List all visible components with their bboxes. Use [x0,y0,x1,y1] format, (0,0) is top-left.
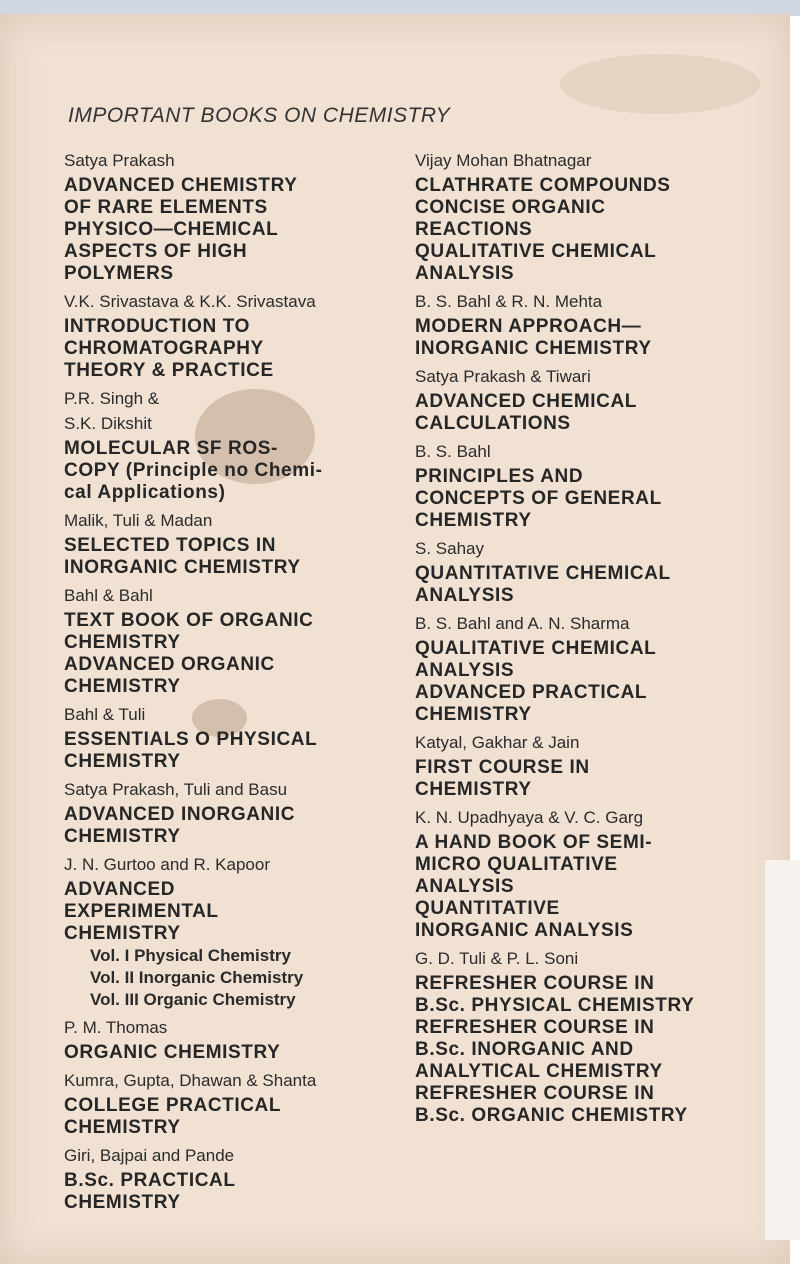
book-entry [64,585,394,698]
book-title-line: ADVANCED ORGANIC [64,654,275,675]
book-title-line: CHEMISTRY [415,779,532,800]
book-title-line: MICRO QUALITATIVE [415,854,618,875]
author-name: Kumra, Gupta, Dhawan & Shanta [64,1071,317,1090]
book-title-line: SELECTED TOPICS IN [64,535,277,556]
book-title-line: INORGANIC CHEMISTRY [415,338,652,359]
book-title-line: ADVANCED CHEMICAL [415,391,638,412]
book-title-line: CHEMISTRY [415,704,532,725]
book-title-line: FIRST COURSE IN [415,757,590,778]
book-title-line: INORGANIC ANALYSIS [415,920,634,941]
book-title-line: ORGANIC CHEMISTRY [64,1042,281,1063]
book-entry [415,732,755,801]
volume-list [64,945,394,1011]
author-name: P. M. Thomas [64,1018,168,1037]
book-title-line: REACTIONS [415,219,533,240]
author-name: B. S. Bahl & R. N. Mehta [415,292,603,311]
book-title-line: QUANTITATIVE CHEMICAL [415,563,671,584]
book-title-line: QUALITATIVE CHEMICAL [415,638,657,659]
book-title-line: TEXT BOOK OF ORGANIC [64,610,314,631]
book-entry [64,291,394,382]
author-name: Katyal, Gakhar & Jain [415,733,580,752]
book-title-line: ANALYTICAL CHEMISTRY [415,1061,663,1082]
book-title-line: REFRESHER COURSE IN [415,1083,655,1104]
book-entry [415,291,755,360]
book-title-line: QUALITATIVE CHEMICAL [415,241,657,262]
paper-edge-strip [765,860,800,1240]
book-title-line: B.Sc. ORGANIC CHEMISTRY [415,1105,688,1126]
book-title-line: QUANTITATIVE [415,898,560,919]
author-name: Satya Prakash, Tuli and Basu [64,780,288,799]
author-name: Satya Prakash [64,151,175,170]
book-entry [64,510,394,579]
book-title-line: COLLEGE PRACTICAL [64,1095,282,1116]
author-name: Bahl & Bahl [64,586,153,605]
book-entry [415,948,755,1127]
book-entry [64,1145,394,1214]
book-entry [64,779,394,848]
book-title-line: COPY (Principle no Chemi- [64,460,323,481]
stain-mark [560,54,760,114]
book-title-line: ADVANCED INORGANIC [64,804,296,825]
book-title-line: MOLECULAR SF ROS- [64,438,278,459]
book-entry [64,150,394,285]
book-title-line: A HAND BOOK OF SEMI- [415,832,653,853]
author-name: V.K. Srivastava & K.K. Srivastava [64,292,316,311]
book-title-line: CONCISE ORGANIC [415,197,606,218]
author-name: Malik, Tuli & Madan [64,511,213,530]
book-title-line: CHEMISTRY [64,923,181,944]
book-title-line: CHEMISTRY [64,1192,181,1213]
book-title-line: CHEMISTRY [64,632,181,653]
book-entry [64,704,394,773]
author-name: B. S. Bahl and A. N. Sharma [415,614,630,633]
book-entry [415,613,755,726]
left-book-column [64,150,394,1220]
book-entry [415,150,755,285]
book-title-line: CONCEPTS OF GENERAL [415,488,662,509]
book-entry [415,538,755,607]
book-title-line: CHEMISTRY [64,751,181,772]
book-entry [415,441,755,532]
author-name: P.R. Singh & [64,389,160,408]
book-title-line: MODERN APPROACH— [415,316,642,337]
volume-item: Vol. I Physical Chemistry [90,946,291,965]
book-entry [64,854,394,1011]
book-title-line: CLATHRATE COMPOUNDS [415,175,671,196]
book-title-line: ADVANCED CHEMISTRY [64,175,298,196]
volume-item: Vol. III Organic Chemistry [90,990,296,1009]
book-title-line: ANALYSIS [415,585,515,606]
book-title-line: INTRODUCTION TO [64,316,250,337]
book-title-line: ESSENTIALS O PHYSICAL [64,729,318,750]
page-title: IMPORTANT BOOKS ON CHEMISTRY [68,104,451,127]
volume-item: Vol. II Inorganic Chemistry [90,968,304,987]
right-book-column [415,150,755,1133]
book-title-line: ANALYSIS [415,876,515,897]
book-title-line: ANALYSIS [415,660,515,681]
book-entry [415,366,755,435]
book-title-line: CALCULATIONS [415,413,571,434]
book-title-line: CHROMATOGRAPHY [64,338,264,359]
book-entry [64,1017,394,1064]
book-title-line: B.Sc. PHYSICAL CHEMISTRY [415,995,695,1016]
book-entry [64,388,394,504]
book-title-line: CHEMISTRY [64,826,181,847]
book-title-line: ADVANCED PRACTICAL [415,682,648,703]
book-title-line: INORGANIC CHEMISTRY [64,557,301,578]
book-title-line: ADVANCED [64,879,176,900]
author-name: J. N. Gurtoo and R. Kapoor [64,855,270,874]
book-title-line: REFRESHER COURSE IN [415,1017,655,1038]
author-name: B. S. Bahl [415,442,491,461]
author-name: S.K. Dikshit [64,414,152,433]
book-title-line: cal Applications) [64,482,226,503]
book-title-line: POLYMERS [64,263,174,284]
book-title-line: B.Sc. INORGANIC AND [415,1039,634,1060]
author-name: G. D. Tuli & P. L. Soni [415,949,579,968]
book-title-line: PRINCIPLES AND [415,466,584,487]
author-name: K. N. Upadhyaya & V. C. Garg [415,808,644,827]
book-title-line: ANALYSIS [415,263,515,284]
book-title-line: CHEMISTRY [64,676,181,697]
book-title-line: CHEMISTRY [64,1117,181,1138]
book-title-line: REFRESHER COURSE IN [415,973,655,994]
book-title-line: CHEMISTRY [415,510,532,531]
book-title-line: THEORY & PRACTICE [64,360,274,381]
author-name: Satya Prakash & Tiwari [415,367,591,386]
book-title-line: B.Sc. PRACTICAL [64,1170,236,1191]
book-title-line: ASPECTS OF HIGH [64,241,248,262]
author-name: S. Sahay [415,539,484,558]
book-title-line: OF RARE ELEMENTS [64,197,268,218]
book-title-line: EXPERIMENTAL [64,901,219,922]
author-name: Vijay Mohan Bhatnagar [415,151,592,170]
book-entry [415,807,755,942]
author-name: Bahl & Tuli [64,705,146,724]
book-title-line: PHYSICO—CHEMICAL [64,219,279,240]
author-name: Giri, Bajpai and Pande [64,1146,235,1165]
book-entry [64,1070,394,1139]
